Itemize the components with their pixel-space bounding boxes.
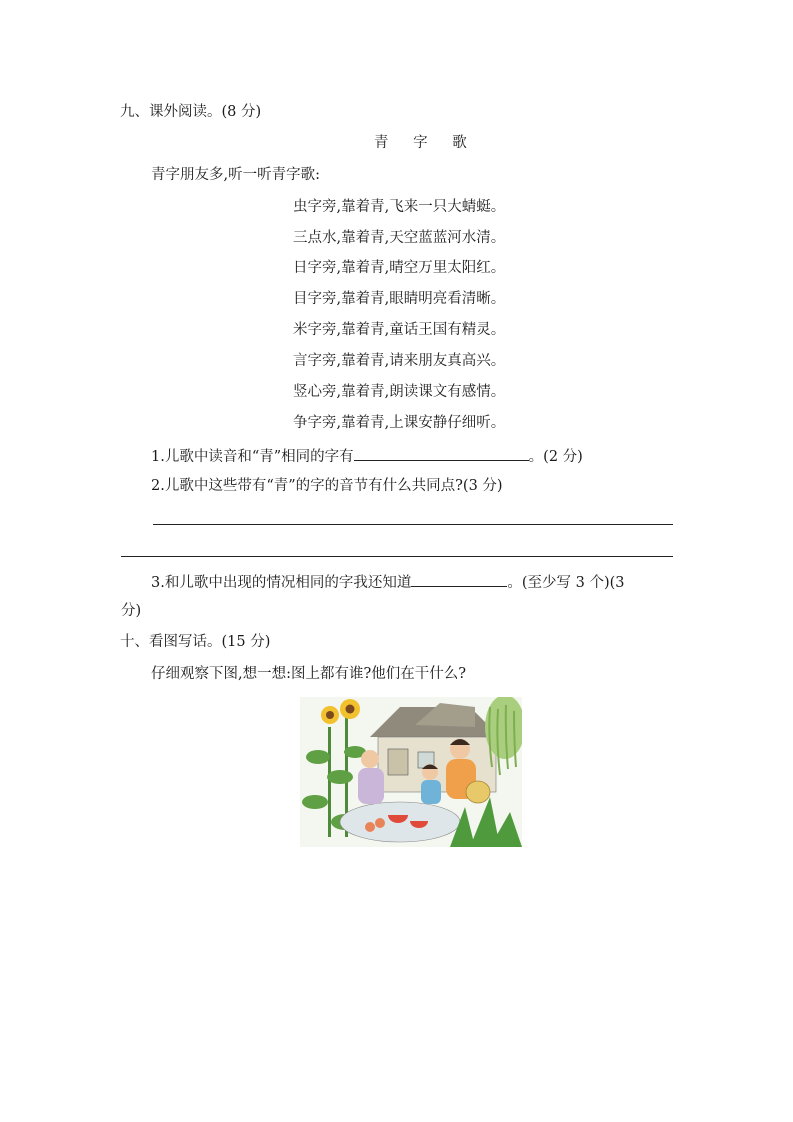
straw-hat [466, 781, 490, 803]
poem-line: 米字旁,靠着青,童话王国有精灵。 [293, 322, 506, 338]
poem-line: 目字旁,靠着青,眼睛明亮看清晰。 [293, 291, 506, 307]
question-1-score: 。(2 分) [528, 449, 583, 465]
question-1-text: 1.儿歌中读音和“青”相同的字有 [151, 449, 354, 465]
poem-title-char: 字 [413, 135, 428, 151]
family-eating-watermelon-illustration [300, 697, 522, 847]
grandfather-shirt [358, 768, 384, 804]
poem-line: 三点水,靠着青,天空蓝蓝河水清。 [293, 230, 506, 246]
question-3-text: 3.和儿歌中出现的情况相同的字我还知道 [151, 575, 412, 591]
section10-heading: 十、看图写话。(15 分) [120, 634, 271, 650]
poem-line: 日字旁,靠着青,晴空万里太阳红。 [293, 260, 506, 276]
poem-intro: 青字朋友多,听一听青字歌: [151, 167, 320, 183]
poem-title [364, 133, 477, 153]
sunflower-leaf [327, 770, 353, 784]
question-3-wrap: 分) [121, 603, 142, 619]
question-3-score: 。(至少写 3 个)(3 [507, 575, 625, 591]
grandfather-head [361, 750, 379, 768]
poem-title-char: 青 [374, 135, 389, 151]
poem-line: 虫字旁,靠着青,飞来一只大蜻蜓。 [293, 199, 506, 215]
poem-line: 言字旁,靠着青,请来朋友真高兴。 [293, 353, 506, 369]
section9-heading: 九、课外阅读。(8 分) [120, 104, 262, 120]
girl-dress [421, 780, 441, 804]
peach [365, 822, 375, 832]
section10-prompt: 仔细观察下图,想一想:图上都有谁?他们在干什么? [151, 666, 467, 682]
poem-title-char: 歌 [452, 135, 467, 151]
question-3 [151, 571, 624, 593]
house-door [388, 749, 408, 775]
sunflower-stem [328, 727, 331, 837]
question-2: 2.儿歌中这些带有“青”的字的音节有什么共同点?(3 分) [151, 478, 503, 494]
sunflower-leaf [302, 795, 328, 809]
answer-blank-3[interactable] [411, 571, 507, 587]
poem-line: 竖心旁,靠着青,朗读课文有感情。 [293, 384, 506, 400]
sunflower-leaf [306, 750, 330, 764]
peach [375, 818, 385, 828]
answer-line-2a[interactable] [153, 524, 673, 525]
poem-line: 争字旁,靠着青,上课安静仔细听。 [293, 415, 506, 431]
question-1 [151, 445, 583, 467]
answer-blank-1[interactable] [354, 445, 529, 461]
answer-line-2b[interactable] [121, 556, 673, 557]
